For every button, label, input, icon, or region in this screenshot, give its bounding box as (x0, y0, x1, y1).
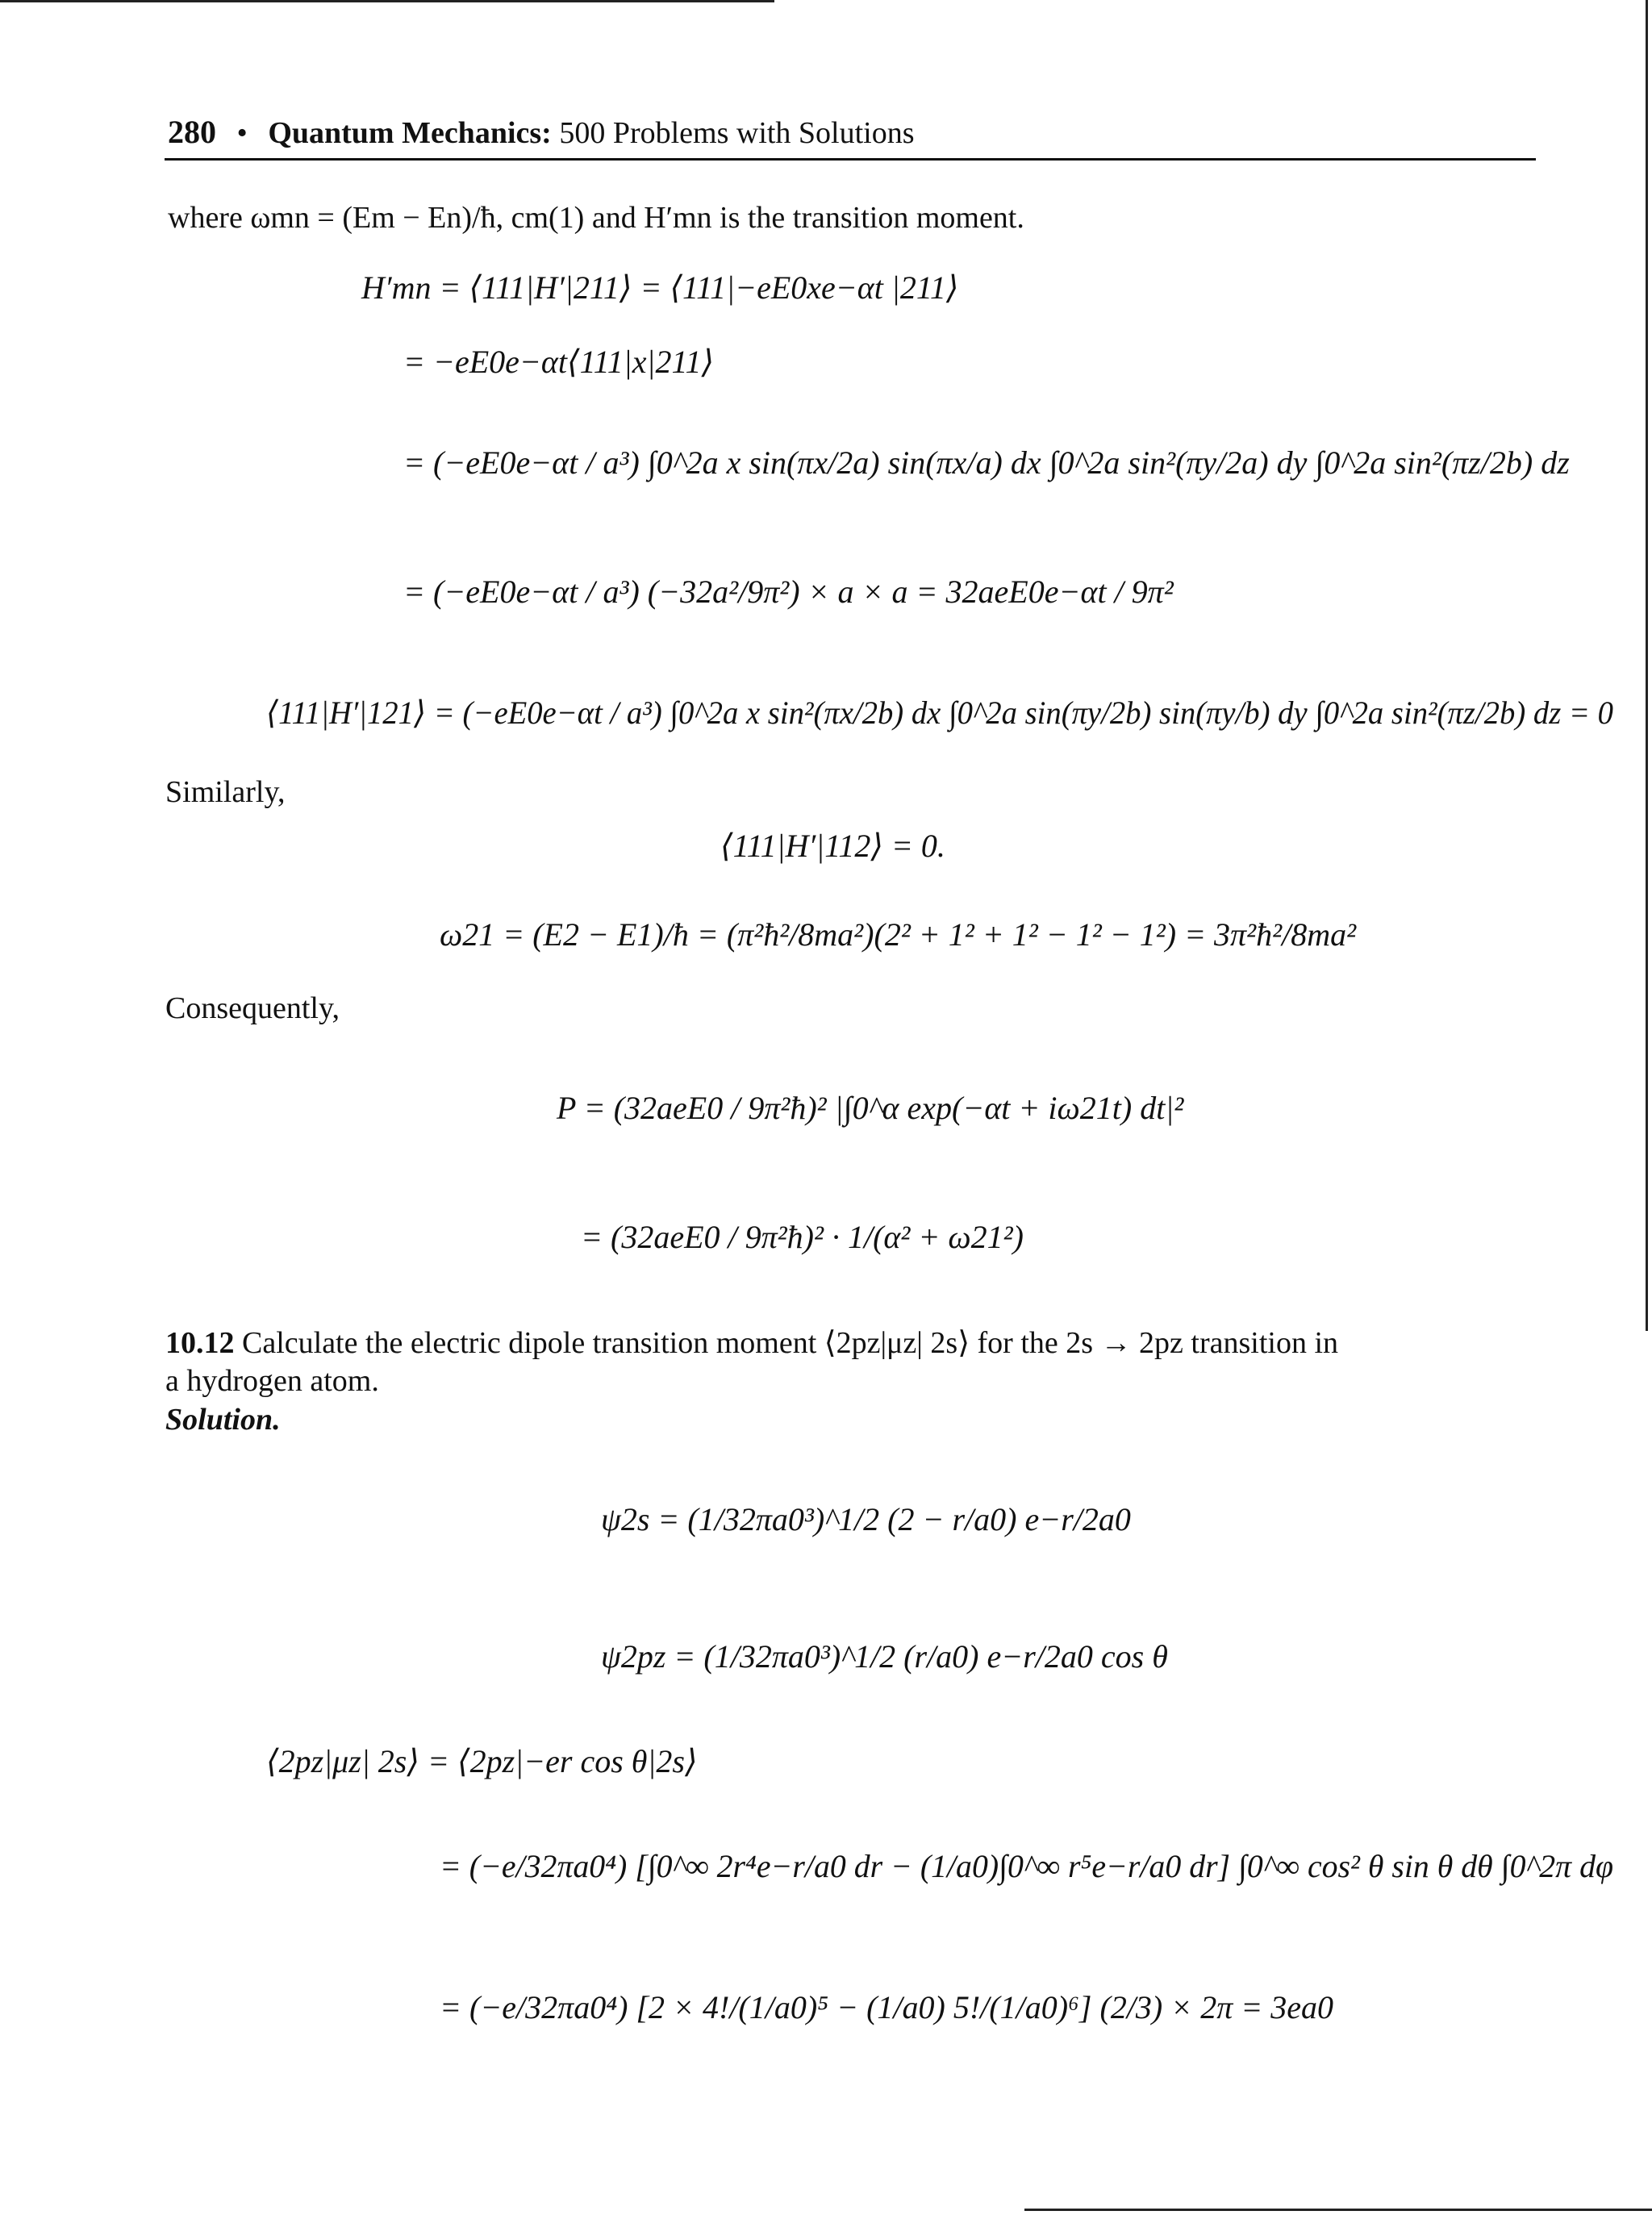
scan-right-edge (1646, 0, 1648, 1331)
scan-top-line (0, 0, 774, 2)
solution-label: Solution. (165, 1403, 281, 1437)
problem-statement-line1 (165, 1324, 1338, 1361)
header-rule (165, 158, 1536, 161)
equation-dipole-integrals: = (−e/32πa0⁴) [∫0^∞ 2r⁴e−r/a0 dr − (1/a0)∫0^∞ r⁵e−r/a0 dr] ∫0^∞ cos² θ sin θ dθ ∫0^2π dφ (440, 1848, 1613, 1884)
equation-dipole-result: = (−e/32πa0⁴) [2 × 4!/(1/a0)⁵ − (1/a0) 5!/(1/a0)⁶] (2/3) × 2π = 3ea0 (440, 1989, 1334, 2025)
equation-h112: ⟨111|H′|112⟩ = 0. (720, 828, 945, 864)
running-header (168, 113, 915, 151)
equation-hmn-integrals: = (−eE0e−αt / a³) ∫0^2a x sin(πx/2a) sin(πx/a) dx ∫0^2a sin²(πy/2a) dy ∫0^2a sin²(πz/2b) dz (403, 444, 1570, 481)
consequently-label: Consequently, (165, 991, 340, 1025)
scan-bottom-line (1024, 2209, 1652, 2211)
header-bullet: • (236, 116, 248, 150)
equation-psi-2s: ψ2s = (1/32πa0³)^1/2 (2 − r/a0) e−r/2a0 (601, 1501, 1131, 1537)
equation-probability-result: = (32aeE0 / 9π²ħ)² · 1/(α² + ω21²) (581, 1219, 1024, 1255)
problem-number: 10.12 (165, 1326, 235, 1360)
equation-h121: ⟨111|H′|121⟩ = (−eE0e−αt / a³) ∫0^2a x sin²(πx/2b) dx ∫0^2a sin(πy/2b) sin(πy/b) dy ∫0^2a sin²(πz/2b) dz = 0 (266, 695, 1613, 731)
book-subtitle: 500 Problems with Solutions (559, 116, 915, 150)
equation-hmn-step2: = −eE0e−αt⟨111|x|211⟩ (403, 344, 715, 380)
book-title: Quantum Mechanics: (268, 116, 552, 150)
equation-dipole-moment: ⟨2pz|μz| 2s⟩ = ⟨2pz|−er cos θ|2s⟩ (266, 1743, 698, 1779)
equation-hmn: H′mn = ⟨111|H′|211⟩ = ⟨111|−eE0xe−αt |211⟩ (361, 269, 959, 306)
equation-probability: P = (32aeE0 / 9π²ħ)² |∫0^α exp(−αt + iω21t) dt|² (557, 1090, 1184, 1126)
similarly-label: Similarly, (165, 775, 286, 809)
equation-omega21: ω21 = (E2 − E1)/ħ = (π²ħ²/8ma²)(2² + 1² + 1² − 1² − 1²) = 3π²ħ²/8ma² (440, 916, 1357, 953)
problem-statement-line2: a hydrogen atom. (165, 1364, 379, 1398)
intro-line: where ωmn = (Em − En)/ħ, cm(1) and H′mn is the transition moment. (168, 201, 1024, 235)
equation-hmn-result: = (−eE0e−αt / a³) (−32a²/9π²) × a × a = 32aeE0e−αt / 9π² (403, 574, 1174, 610)
equation-psi-2pz: ψ2pz = (1/32πa0³)^1/2 (r/a0) e−r/2a0 cos θ (601, 1638, 1168, 1675)
page-number: 280 (168, 114, 216, 150)
problem-text: Calculate the electric dipole transition moment ⟨2pz|μz| 2s⟩ for the 2s → 2pz transition in (242, 1326, 1339, 1360)
